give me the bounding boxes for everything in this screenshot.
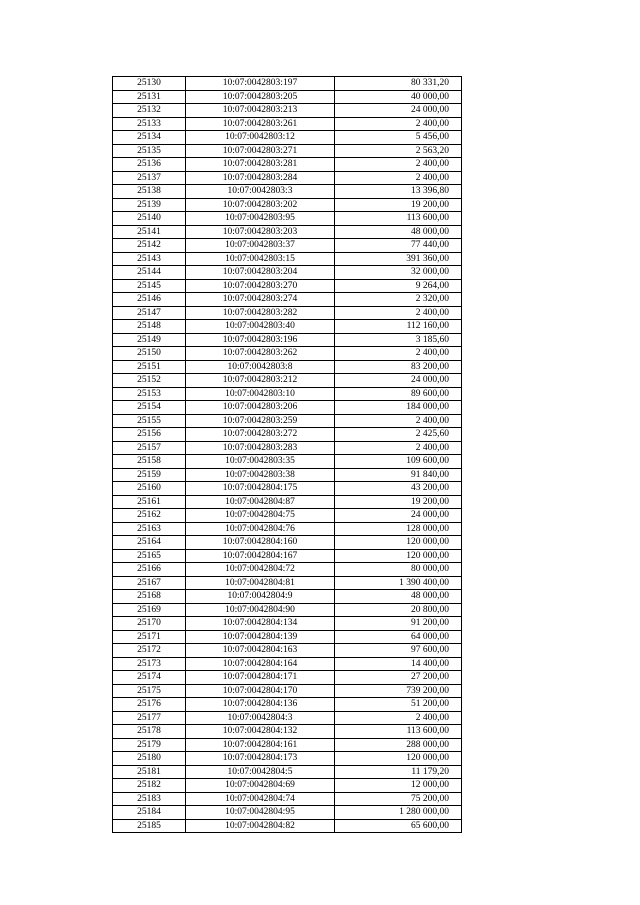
- cadastral-number-cell: 10:07:0042804:75: [186, 509, 335, 523]
- row-number-cell: 25180: [113, 752, 186, 766]
- cadastral-value-cell: 83 200,00: [335, 360, 462, 374]
- cadastral-number-cell: 10:07:0042804:139: [186, 630, 335, 644]
- row-number-cell: 25155: [113, 414, 186, 428]
- cadastral-number-cell: 10:07:0042804:167: [186, 549, 335, 563]
- row-number-cell: 25161: [113, 495, 186, 509]
- cadastral-value-cell: 128 000,00: [335, 522, 462, 536]
- cadastral-value-cell: 109 600,00: [335, 455, 462, 469]
- cadastral-value-cell: 77 440,00: [335, 239, 462, 253]
- cadastral-value-cell: 80 331,20: [335, 77, 462, 91]
- cadastral-number-cell: 10:07:0042803:272: [186, 428, 335, 442]
- cadastral-number-cell: 10:07:0042804:132: [186, 725, 335, 739]
- table-row: [113, 468, 462, 482]
- row-number-cell: 25169: [113, 603, 186, 617]
- cadastral-value-cell: 13 396,80: [335, 185, 462, 199]
- cadastral-value-cell: 19 200,00: [335, 198, 462, 212]
- table-row: [113, 293, 462, 307]
- cadastral-number-cell: 10:07:0042803:213: [186, 104, 335, 118]
- table-row: [113, 819, 462, 833]
- table-row: [113, 279, 462, 293]
- row-number-cell: 25159: [113, 468, 186, 482]
- cadastral-value-table: [112, 76, 462, 833]
- row-number-cell: 25173: [113, 657, 186, 671]
- cadastral-number-cell: 10:07:0042803:38: [186, 468, 335, 482]
- cadastral-number-cell: 10:07:0042803:95: [186, 212, 335, 226]
- cadastral-number-cell: 10:07:0042804:90: [186, 603, 335, 617]
- table-row: [113, 401, 462, 415]
- table-row: [113, 387, 462, 401]
- cadastral-value-cell: 2 400,00: [335, 414, 462, 428]
- cadastral-value-cell: 20 800,00: [335, 603, 462, 617]
- table-row: [113, 698, 462, 712]
- row-number-cell: 25185: [113, 819, 186, 833]
- cadastral-number-cell: 10:07:0042804:3: [186, 711, 335, 725]
- table-row: [113, 90, 462, 104]
- cadastral-value-cell: 64 000,00: [335, 630, 462, 644]
- row-number-cell: 25141: [113, 225, 186, 239]
- table-row: [113, 806, 462, 820]
- cadastral-value-cell: 288 000,00: [335, 738, 462, 752]
- row-number-cell: 25148: [113, 320, 186, 334]
- cadastral-number-cell: 10:07:0042804:74: [186, 792, 335, 806]
- cadastral-number-cell: 10:07:0042803:15: [186, 252, 335, 266]
- cadastral-value-cell: 24 000,00: [335, 374, 462, 388]
- row-number-cell: 25177: [113, 711, 186, 725]
- cadastral-number-cell: 10:07:0042803:206: [186, 401, 335, 415]
- table-row: [113, 603, 462, 617]
- table-row: [113, 225, 462, 239]
- table-row: [113, 522, 462, 536]
- cadastral-value-cell: 5 456,00: [335, 131, 462, 145]
- row-number-cell: 25174: [113, 671, 186, 685]
- cadastral-value-cell: 391 360,00: [335, 252, 462, 266]
- row-number-cell: 25175: [113, 684, 186, 698]
- row-number-cell: 25170: [113, 617, 186, 631]
- cadastral-number-cell: 10:07:0042803:282: [186, 306, 335, 320]
- row-number-cell: 25165: [113, 549, 186, 563]
- cadastral-number-cell: 10:07:0042803:212: [186, 374, 335, 388]
- cadastral-value-cell: 24 000,00: [335, 104, 462, 118]
- table-row: [113, 104, 462, 118]
- cadastral-value-cell: 9 264,00: [335, 279, 462, 293]
- cadastral-value-cell: 32 000,00: [335, 266, 462, 280]
- table-row: [113, 657, 462, 671]
- cadastral-value-cell: 2 400,00: [335, 347, 462, 361]
- cadastral-number-cell: 10:07:0042803:271: [186, 144, 335, 158]
- cadastral-number-cell: 10:07:0042803:205: [186, 90, 335, 104]
- cadastral-number-cell: 10:07:0042804:170: [186, 684, 335, 698]
- cadastral-value-cell: 40 000,00: [335, 90, 462, 104]
- table-row: [113, 482, 462, 496]
- cadastral-number-cell: 10:07:0042804:160: [186, 536, 335, 550]
- row-number-cell: 25183: [113, 792, 186, 806]
- table-row: [113, 374, 462, 388]
- table-row: [113, 711, 462, 725]
- table-row: [113, 671, 462, 685]
- table-row: [113, 239, 462, 253]
- cadastral-number-cell: 10:07:0042804:69: [186, 779, 335, 793]
- row-number-cell: 25164: [113, 536, 186, 550]
- cadastral-value-cell: 14 400,00: [335, 657, 462, 671]
- cadastral-number-cell: 10:07:0042804:175: [186, 482, 335, 496]
- row-number-cell: 25136: [113, 158, 186, 172]
- table-row: [113, 509, 462, 523]
- cadastral-value-cell: 120 000,00: [335, 549, 462, 563]
- cadastral-number-cell: 10:07:0042803:284: [186, 171, 335, 185]
- cadastral-number-cell: 10:07:0042803:37: [186, 239, 335, 253]
- cadastral-value-cell: 80 000,00: [335, 563, 462, 577]
- table-row: [113, 306, 462, 320]
- row-number-cell: 25176: [113, 698, 186, 712]
- cadastral-number-cell: 10:07:0042803:270: [186, 279, 335, 293]
- table-row: [113, 158, 462, 172]
- cadastral-number-cell: 10:07:0042804:136: [186, 698, 335, 712]
- cadastral-value-cell: 89 600,00: [335, 387, 462, 401]
- cadastral-value-cell: 43 200,00: [335, 482, 462, 496]
- table-row: [113, 414, 462, 428]
- row-number-cell: 25153: [113, 387, 186, 401]
- table-row: [113, 347, 462, 361]
- row-number-cell: 25166: [113, 563, 186, 577]
- cadastral-value-cell: 113 600,00: [335, 725, 462, 739]
- cadastral-value-cell: 51 200,00: [335, 698, 462, 712]
- cadastral-value-cell: 113 600,00: [335, 212, 462, 226]
- row-number-cell: 25163: [113, 522, 186, 536]
- table-row: [113, 563, 462, 577]
- table-row: [113, 360, 462, 374]
- row-number-cell: 25130: [113, 77, 186, 91]
- cadastral-number-cell: 10:07:0042804:171: [186, 671, 335, 685]
- table-row: [113, 131, 462, 145]
- cadastral-value-cell: 120 000,00: [335, 536, 462, 550]
- table-row: [113, 333, 462, 347]
- row-number-cell: 25140: [113, 212, 186, 226]
- table-row: [113, 77, 462, 91]
- row-number-cell: 25172: [113, 644, 186, 658]
- cadastral-number-cell: 10:07:0042803:10: [186, 387, 335, 401]
- row-number-cell: 25135: [113, 144, 186, 158]
- cadastral-number-cell: 10:07:0042803:12: [186, 131, 335, 145]
- row-number-cell: 25168: [113, 590, 186, 604]
- cadastral-number-cell: 10:07:0042803:259: [186, 414, 335, 428]
- cadastral-number-cell: 10:07:0042803:203: [186, 225, 335, 239]
- cadastral-value-cell: 2 400,00: [335, 158, 462, 172]
- table-row: [113, 779, 462, 793]
- cadastral-number-cell: 10:07:0042804:173: [186, 752, 335, 766]
- row-number-cell: 25147: [113, 306, 186, 320]
- table-row: [113, 144, 462, 158]
- cadastral-number-cell: 10:07:0042803:261: [186, 117, 335, 131]
- table-row: [113, 320, 462, 334]
- cadastral-number-cell: 10:07:0042803:40: [186, 320, 335, 334]
- row-number-cell: 25171: [113, 630, 186, 644]
- row-number-cell: 25137: [113, 171, 186, 185]
- cadastral-value-cell: 1 390 400,00: [335, 576, 462, 590]
- table-row: [113, 536, 462, 550]
- row-number-cell: 25150: [113, 347, 186, 361]
- table-row: [113, 455, 462, 469]
- row-number-cell: 25152: [113, 374, 186, 388]
- cadastral-value-cell: 739 200,00: [335, 684, 462, 698]
- table-row: [113, 252, 462, 266]
- row-number-cell: 25156: [113, 428, 186, 442]
- row-number-cell: 25182: [113, 779, 186, 793]
- cadastral-number-cell: 10:07:0042803:204: [186, 266, 335, 280]
- row-number-cell: 25158: [113, 455, 186, 469]
- table-row: [113, 549, 462, 563]
- cadastral-value-cell: 75 200,00: [335, 792, 462, 806]
- row-number-cell: 25162: [113, 509, 186, 523]
- table-row: [113, 428, 462, 442]
- row-number-cell: 25149: [113, 333, 186, 347]
- row-number-cell: 25139: [113, 198, 186, 212]
- cadastral-number-cell: 10:07:0042804:81: [186, 576, 335, 590]
- cadastral-value-cell: 48 000,00: [335, 590, 462, 604]
- cadastral-value-cell: 12 000,00: [335, 779, 462, 793]
- cadastral-number-cell: 10:07:0042804:82: [186, 819, 335, 833]
- table-row: [113, 590, 462, 604]
- cadastral-number-cell: 10:07:0042803:197: [186, 77, 335, 91]
- row-number-cell: 25178: [113, 725, 186, 739]
- cadastral-value-cell: 2 400,00: [335, 306, 462, 320]
- row-number-cell: 25131: [113, 90, 186, 104]
- cadastral-number-cell: 10:07:0042803:3: [186, 185, 335, 199]
- cadastral-number-cell: 10:07:0042803:274: [186, 293, 335, 307]
- cadastral-number-cell: 10:07:0042804:5: [186, 765, 335, 779]
- cadastral-number-cell: 10:07:0042804:76: [186, 522, 335, 536]
- cadastral-number-cell: 10:07:0042803:281: [186, 158, 335, 172]
- table-row: [113, 441, 462, 455]
- cadastral-value-cell: 3 185,60: [335, 333, 462, 347]
- table-row: [113, 725, 462, 739]
- table-body: [113, 77, 462, 833]
- cadastral-value-cell: 2 400,00: [335, 711, 462, 725]
- table-row: [113, 266, 462, 280]
- table-row: [113, 495, 462, 509]
- cadastral-number-cell: 10:07:0042804:134: [186, 617, 335, 631]
- cadastral-value-cell: 120 000,00: [335, 752, 462, 766]
- cadastral-value-cell: 97 600,00: [335, 644, 462, 658]
- row-number-cell: 25134: [113, 131, 186, 145]
- cadastral-value-cell: 24 000,00: [335, 509, 462, 523]
- cadastral-value-cell: 2 320,00: [335, 293, 462, 307]
- table-row: [113, 792, 462, 806]
- table-row: [113, 738, 462, 752]
- row-number-cell: 25179: [113, 738, 186, 752]
- cadastral-value-cell: 184 000,00: [335, 401, 462, 415]
- row-number-cell: 25146: [113, 293, 186, 307]
- table-row: [113, 212, 462, 226]
- row-number-cell: 25132: [113, 104, 186, 118]
- table-row: [113, 644, 462, 658]
- cadastral-value-cell: 48 000,00: [335, 225, 462, 239]
- row-number-cell: 25184: [113, 806, 186, 820]
- table-row: [113, 198, 462, 212]
- cadastral-value-cell: 11 179,20: [335, 765, 462, 779]
- cadastral-number-cell: 10:07:0042803:262: [186, 347, 335, 361]
- row-number-cell: 25151: [113, 360, 186, 374]
- cadastral-number-cell: 10:07:0042803:283: [186, 441, 335, 455]
- row-number-cell: 25142: [113, 239, 186, 253]
- table-row: [113, 617, 462, 631]
- cadastral-value-cell: 91 200,00: [335, 617, 462, 631]
- table-row: [113, 576, 462, 590]
- cadastral-value-cell: 2 563,20: [335, 144, 462, 158]
- cadastral-value-cell: 1 280 000,00: [335, 806, 462, 820]
- cadastral-value-cell: 2 400,00: [335, 441, 462, 455]
- row-number-cell: 25144: [113, 266, 186, 280]
- cadastral-number-cell: 10:07:0042804:9: [186, 590, 335, 604]
- row-number-cell: 25160: [113, 482, 186, 496]
- row-number-cell: 25154: [113, 401, 186, 415]
- cadastral-number-cell: 10:07:0042803:196: [186, 333, 335, 347]
- cadastral-value-cell: 2 400,00: [335, 171, 462, 185]
- table-row: [113, 765, 462, 779]
- cadastral-number-cell: 10:07:0042804:163: [186, 644, 335, 658]
- cadastral-value-cell: 27 200,00: [335, 671, 462, 685]
- row-number-cell: 25145: [113, 279, 186, 293]
- row-number-cell: 25181: [113, 765, 186, 779]
- cadastral-number-cell: 10:07:0042804:95: [186, 806, 335, 820]
- cadastral-number-cell: 10:07:0042804:87: [186, 495, 335, 509]
- cadastral-value-cell: 2 425,60: [335, 428, 462, 442]
- table-row: [113, 630, 462, 644]
- cadastral-value-cell: 65 600,00: [335, 819, 462, 833]
- cadastral-number-cell: 10:07:0042804:164: [186, 657, 335, 671]
- cadastral-value-cell: 91 840,00: [335, 468, 462, 482]
- row-number-cell: 25138: [113, 185, 186, 199]
- cadastral-value-cell: 112 160,00: [335, 320, 462, 334]
- table-row: [113, 185, 462, 199]
- table-row: [113, 752, 462, 766]
- cadastral-number-cell: 10:07:0042804:72: [186, 563, 335, 577]
- cadastral-number-cell: 10:07:0042804:161: [186, 738, 335, 752]
- row-number-cell: 25143: [113, 252, 186, 266]
- table-row: [113, 117, 462, 131]
- table-row: [113, 684, 462, 698]
- cadastral-value-cell: 2 400,00: [335, 117, 462, 131]
- cadastral-number-cell: 10:07:0042803:8: [186, 360, 335, 374]
- cadastral-value-cell: 19 200,00: [335, 495, 462, 509]
- row-number-cell: 25133: [113, 117, 186, 131]
- row-number-cell: 25157: [113, 441, 186, 455]
- table-row: [113, 171, 462, 185]
- cadastral-number-cell: 10:07:0042803:35: [186, 455, 335, 469]
- row-number-cell: 25167: [113, 576, 186, 590]
- cadastral-number-cell: 10:07:0042803:202: [186, 198, 335, 212]
